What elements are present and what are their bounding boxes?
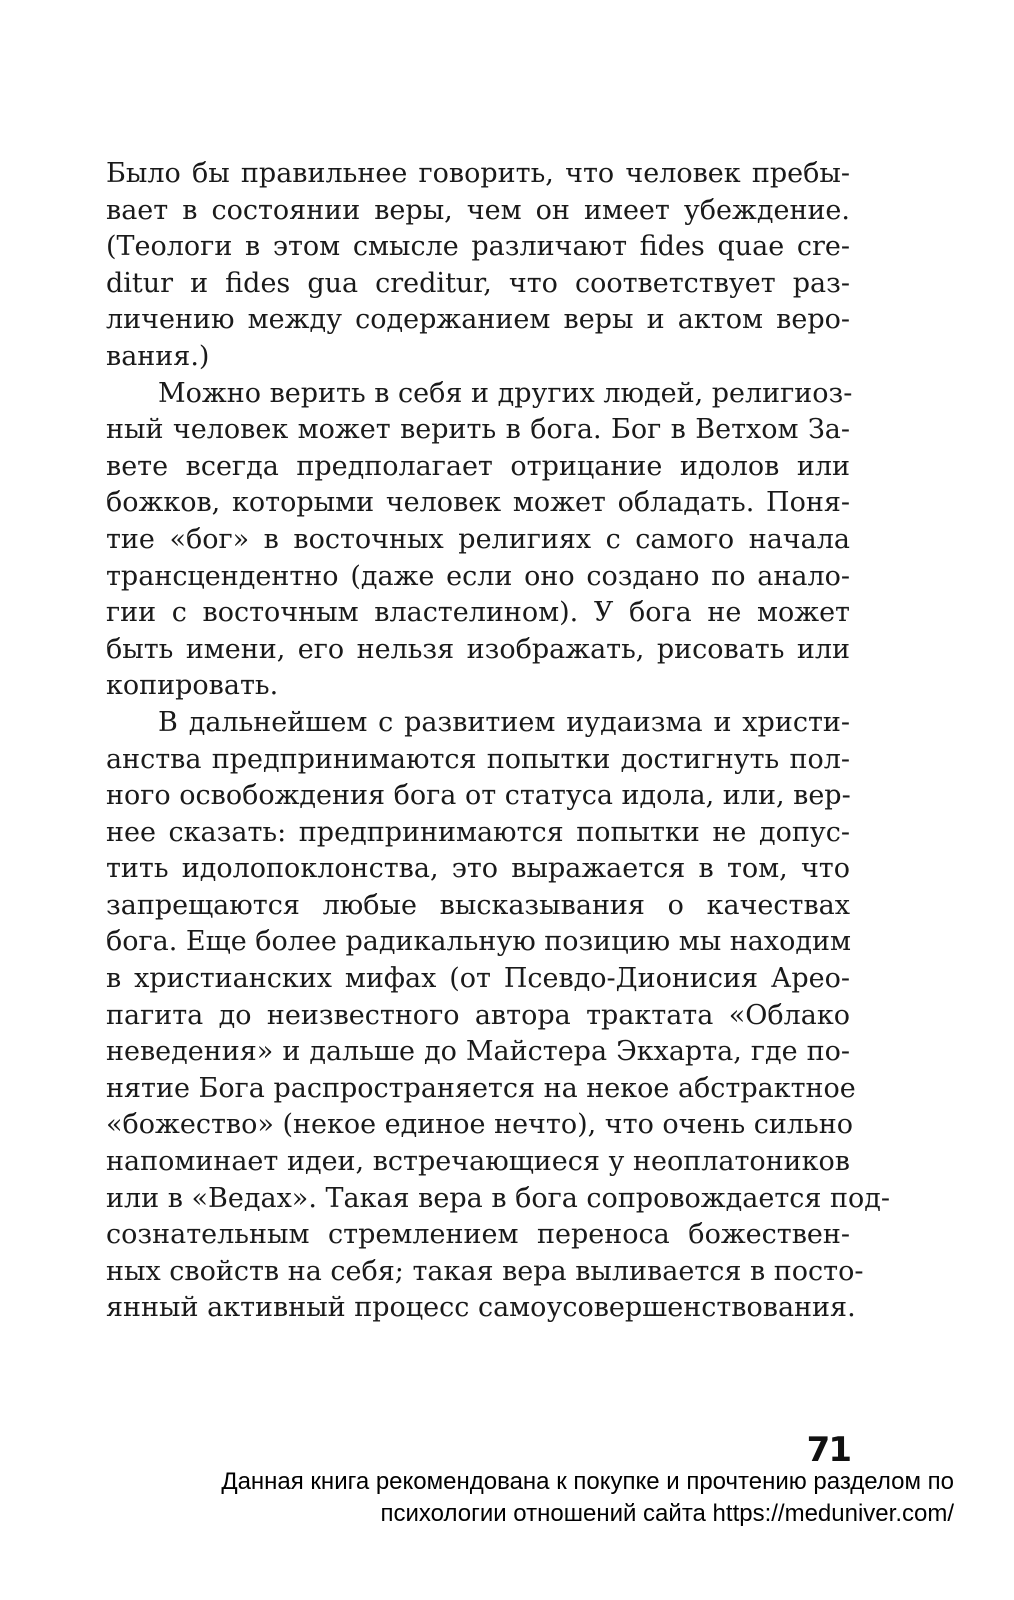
paragraph-first-line: Можно верить в себя и других людей, религиоз- bbox=[158, 377, 853, 409]
text-line: гии с восточным властелином). У бога не может bbox=[106, 597, 850, 629]
text-line: сознательным стремлением переноса божествен- bbox=[106, 1219, 850, 1251]
text-line: божков, которыми человек может обладать. Поня- bbox=[106, 487, 850, 519]
text-line: запрещаются любые высказывания о качествах bbox=[106, 889, 850, 921]
text-line: копировать. bbox=[106, 670, 279, 702]
text-line: тить идолопоклонства, это выражается в том, что bbox=[106, 853, 850, 885]
text-line: ного освобождения бога от статуса идола, или, вер- bbox=[106, 780, 851, 812]
text-line: пагита до неизвестного автора трактата «Облако bbox=[106, 999, 850, 1031]
text-line: ный человек может верить в бога. Бог в Ветхом За- bbox=[106, 414, 850, 446]
paragraph-first-line: В дальнейшем с развитием иудаизма и христи- bbox=[158, 706, 850, 738]
text-line: «божество» (некое единое нечто), что очень сильно bbox=[106, 1109, 853, 1141]
book-body-text bbox=[106, 156, 891, 1327]
text-line: бога. Еще более радикальную позицию мы находим bbox=[106, 926, 851, 958]
footer-line-2: психологии отношений сайта https://meduniver.com/ bbox=[380, 1500, 954, 1527]
footer-line-1: Данная книга рекомендована к покупке и прочтению разделом по bbox=[221, 1468, 954, 1495]
footer-note bbox=[54, 1466, 954, 1530]
text-line: напоминает идеи, встречающиеся у неоплатоников bbox=[106, 1146, 850, 1178]
text-line: нятие Бога распространяется на некое абстрактное bbox=[106, 1072, 856, 1104]
text-line: в христианских мифах (от Псевдо-Дионисия Арео- bbox=[106, 963, 850, 995]
text-line: неведения» и дальше до Майстера Экхарта, где по- bbox=[106, 1036, 850, 1068]
text-line: анства предпринимаются попытки достигнуть пол- bbox=[106, 743, 850, 775]
text-line: вает в состоянии веры, чем он имеет убеждение. bbox=[106, 194, 850, 226]
text-line: нее сказать: предпринимаются попытки не допус- bbox=[106, 816, 850, 848]
text-line: быть имени, его нельзя изображать, рисовать или bbox=[106, 633, 850, 665]
text-line: ditur и fides gua creditur, что соответствует раз- bbox=[106, 267, 850, 299]
text-line: Было бы правильнее говорить, что человек пребы- bbox=[106, 158, 850, 189]
text-line: тие «бог» в восточных религиях с самого начала bbox=[106, 523, 850, 555]
text-line: (Теологи в этом смысле различают fides quae cre- bbox=[106, 231, 850, 263]
text-line: вете всегда предполагает отрицание идолов или bbox=[106, 450, 850, 482]
text-line: трансцендентно (даже если оно создано по анало- bbox=[106, 560, 850, 592]
text-line: вания.) bbox=[106, 340, 210, 372]
text-line: янный активный процесс самоусовершенствования. bbox=[106, 1292, 856, 1324]
page-number: 71 bbox=[806, 1430, 850, 1470]
text-line: или в «Ведах». Такая вера в бога сопровождается под- bbox=[106, 1182, 891, 1214]
text-line: ных свойств на себя; такая вера выливается в посто- bbox=[106, 1255, 864, 1287]
text-line: личению между содержанием веры и актом веро- bbox=[106, 304, 850, 336]
